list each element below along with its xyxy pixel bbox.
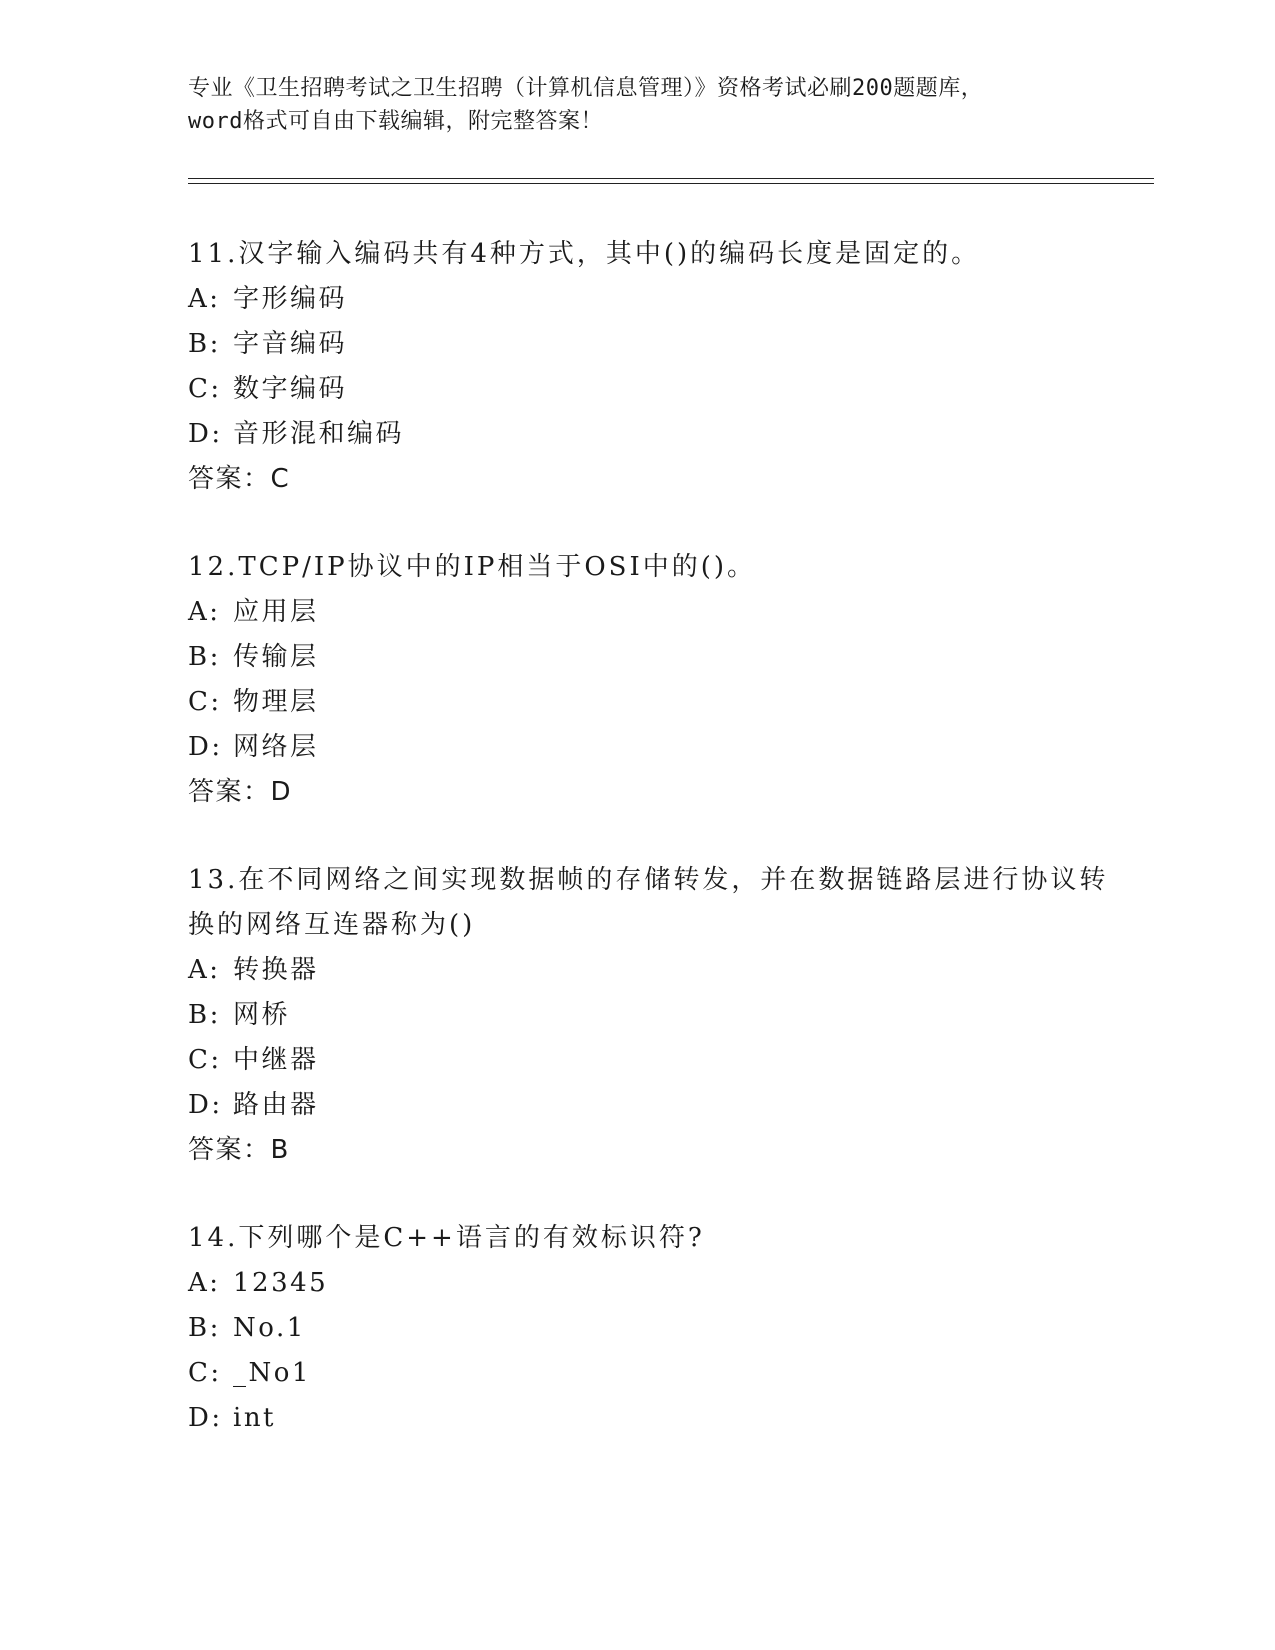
- document-header: [188, 72, 1088, 138]
- option-text: No.1: [233, 1313, 306, 1343]
- option-text: _No1: [233, 1358, 311, 1388]
- option-key: D:: [188, 732, 223, 762]
- option-text: 路由器: [233, 1090, 319, 1120]
- option-a: [188, 277, 1118, 322]
- option-key: C:: [188, 687, 222, 717]
- option-text: 12345: [233, 1268, 329, 1298]
- answer-line: 答案：B: [188, 1135, 290, 1165]
- option-key: A:: [188, 284, 221, 314]
- option-d: [188, 725, 1118, 770]
- question-12: [188, 545, 1118, 815]
- question-13: [188, 858, 1118, 1173]
- option-a: [188, 590, 1118, 635]
- option-b: [188, 1306, 1118, 1351]
- question-list: [188, 232, 1118, 1484]
- option-d: [188, 412, 1118, 457]
- header-divider-top: [188, 178, 1154, 179]
- answer-line: 答案：D: [188, 777, 293, 807]
- option-key: D:: [188, 1090, 223, 1120]
- option-b: [188, 993, 1118, 1038]
- option-d: [188, 1396, 1118, 1441]
- option-b: [188, 322, 1118, 367]
- option-text: 音形混和编码: [233, 419, 405, 449]
- option-key: B:: [188, 1000, 221, 1030]
- option-key: A:: [188, 597, 221, 627]
- option-c: [188, 367, 1118, 412]
- question-11: [188, 232, 1118, 502]
- option-d: [188, 1083, 1118, 1128]
- option-text: 数字编码: [233, 374, 348, 404]
- option-key: C:: [188, 374, 222, 404]
- option-text: 传输层: [233, 642, 319, 672]
- option-a: [188, 1261, 1118, 1306]
- option-key: D:: [188, 419, 223, 449]
- option-c: [188, 1038, 1118, 1083]
- question-stem: 12.TCP/IP协议中的IP相当于OSI中的()。: [188, 552, 757, 582]
- option-text: int: [233, 1403, 277, 1433]
- question-14: [188, 1216, 1118, 1441]
- header-line-2: word格式可自由下载编辑，附完整答案！: [188, 109, 603, 134]
- option-text: 字形编码: [233, 284, 348, 314]
- option-key: D:: [188, 1403, 223, 1433]
- option-c: [188, 1351, 1118, 1396]
- option-text: 网桥: [233, 1000, 291, 1030]
- option-key: C:: [188, 1358, 222, 1388]
- answer-line: 答案：C: [188, 464, 291, 494]
- option-text: 转换器: [233, 955, 319, 985]
- option-c: [188, 680, 1118, 725]
- option-text: 中继器: [233, 1045, 319, 1075]
- option-text: 物理层: [233, 687, 319, 717]
- question-stem: 11.汉字输入编码共有4种方式，其中()的编码长度是固定的。: [188, 239, 981, 269]
- header-line-1: 专业《卫生招聘考试之卫生招聘（计算机信息管理）》资格考试必刷200题题库，: [188, 76, 984, 101]
- option-key: B:: [188, 329, 221, 359]
- question-stem: 13.在不同网络之间实现数据帧的存储转发，并在数据链路层进行协议转换的网络互连器称为(): [188, 865, 1109, 940]
- option-key: B:: [188, 1313, 221, 1343]
- question-stem: 14.下列哪个是C++语言的有效标识符?: [188, 1223, 705, 1253]
- option-a: [188, 948, 1118, 993]
- option-text: 网络层: [233, 732, 319, 762]
- option-b: [188, 635, 1118, 680]
- option-key: A:: [188, 955, 221, 985]
- option-key: A:: [188, 1268, 221, 1298]
- option-text: 字音编码: [233, 329, 348, 359]
- option-key: C:: [188, 1045, 222, 1075]
- option-text: 应用层: [233, 597, 319, 627]
- option-key: B:: [188, 642, 221, 672]
- header-divider-bottom: [188, 183, 1154, 184]
